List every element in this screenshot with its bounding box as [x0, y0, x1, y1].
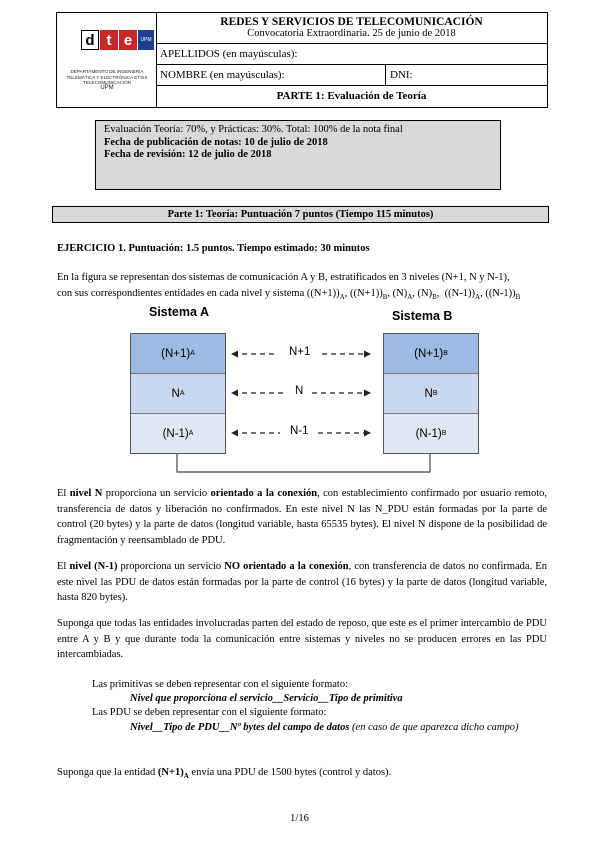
arrowhead-n-right: [364, 390, 371, 397]
department-text: DEPARTAMENTO DE INGENIERÍA TELEMÁTICA Y ELECTRÓNICA ETSIS TELECOMUNICACIÓN UPM: [66, 69, 148, 91]
publication-date: Fecha de publicación de notas: 10 de julio de 2018: [104, 136, 328, 148]
pdu-format-label: Las PDU se deben representar con el siguiente formato:: [92, 707, 327, 718]
logo-letter-d: d: [81, 30, 99, 50]
peer-label-n1: N+1: [286, 346, 313, 358]
paragraph-level-n-1: El nivel (N-1) proporciona un servicio NO orientado a la conexión, con transferencia de datos no confirmada. En este nivel las PDU de datos están formadas por la parte de control (16 bytes) y la parte de datos (longitud variable, hasta 820 bytes).: [57, 561, 547, 603]
system-a-title: Sistema A: [149, 305, 209, 319]
paragraph-level-n: El nivel N proporciona un servicio orientado a la conexión, con establecimiento confirmado por usuario remoto, transferencia de datos y liberación no confirmados. En este nivel N las N_PDU están formadas por la parte de control (20 bytes) y la parte de datos (longitud variable, hasta 65535 bytes). El nivel N dispone de la posibilidad de fragmentación y reensamblado de PDU.: [57, 488, 547, 546]
entity-b-n-minus-1: (N-1) B: [384, 414, 478, 453]
arrowhead-nm1-right: [364, 430, 371, 437]
apellidos-field: APELLIDOS (en mayúsculas):: [156, 44, 547, 65]
entity-a-n-minus-1: (N-1) A: [131, 414, 225, 453]
system-b-title: Sistema B: [392, 309, 453, 323]
intro-paragraph: En la figura se representan dos sistemas de comunicación A y B, estratificados en 3 niveles (N+1, N y N-1), con sus correspondientes entidades en cada nivel y sistema $((N+1))_A$, $((N+1))_B$, $(N)_A$, $(N)_B$, $((N-1))_A$, $((N-1))_B$: [57, 272, 521, 302]
nombre-field: NOMBRE (en mayúsculas):: [160, 69, 285, 81]
final-statement: Suponga que la entidad $(N+1)_A$ envía una PDU de 1500 bytes (control y datos).: [57, 767, 392, 781]
pdu-format: Nivel__Tipo de PDU__Nº bytes del campo de datos (en caso de que aparezca dicho campo): [130, 722, 519, 733]
dni-field: DNI:: [390, 69, 413, 81]
entity-a-n: N A: [131, 374, 225, 414]
arrowhead-n1-left: [231, 351, 238, 358]
logo-letter-e: e: [119, 30, 137, 50]
paragraph-assumptions: Suponga que todas las entidades involucradas parten del estado de reposo, que este es el primer intercambio de PDU entre A y B y que durante toda la comunicación entre sistemas y niveles no se producen errores en las PDU intercambiadas.: [57, 618, 547, 660]
course-title: REDES Y SERVICIOS DE TELECOMUNICACIÓN: [220, 16, 483, 28]
arrowhead-nm1-left: [231, 430, 238, 437]
entity-b-n: N B: [384, 374, 478, 414]
logo-letter-t: t: [100, 30, 118, 50]
part-bar: Parte 1: Teoría: Puntuación 7 puntos (Tiempo 115 minutos): [52, 206, 549, 223]
evaluation-weights: Evaluación Teoría: 70%, y Prácticas: 30%. Total: 100% de la nota final: [104, 124, 403, 135]
revision-date: Fecha de revisión: 12 de julio de 2018: [104, 149, 272, 160]
entity-b-n-plus-1: (N+1) B: [384, 334, 478, 374]
primitives-format-label: Las primitivas se deben representar con el siguiente formato:: [92, 679, 348, 690]
primitives-format: Nivel que proporciona el servicio__Servicio__Tipo de primitiva: [130, 693, 403, 704]
peer-label-n-1: N-1: [287, 425, 312, 437]
peer-label-n: N: [292, 385, 306, 397]
entity-a-n-plus-1: (N+1) A: [131, 334, 225, 374]
part-label: PARTE 1: Evaluación de Teoría: [276, 90, 427, 102]
physical-link-line: [177, 453, 430, 472]
exercise-title: EJERCICIO 1. Puntuación: 1.5 puntos. Tiempo estimado: 30 minutos: [57, 243, 370, 254]
exam-date: Convocatoria Extraordinaria. 25 de junio de 2018: [247, 28, 456, 39]
logo-upm: UPM: [138, 30, 154, 50]
arrowhead-n1-right: [364, 351, 371, 358]
system-a-stack: [130, 333, 226, 454]
arrowhead-n-left: [231, 390, 238, 397]
page-number: 1/16: [290, 813, 309, 824]
system-b-stack: [383, 333, 479, 454]
